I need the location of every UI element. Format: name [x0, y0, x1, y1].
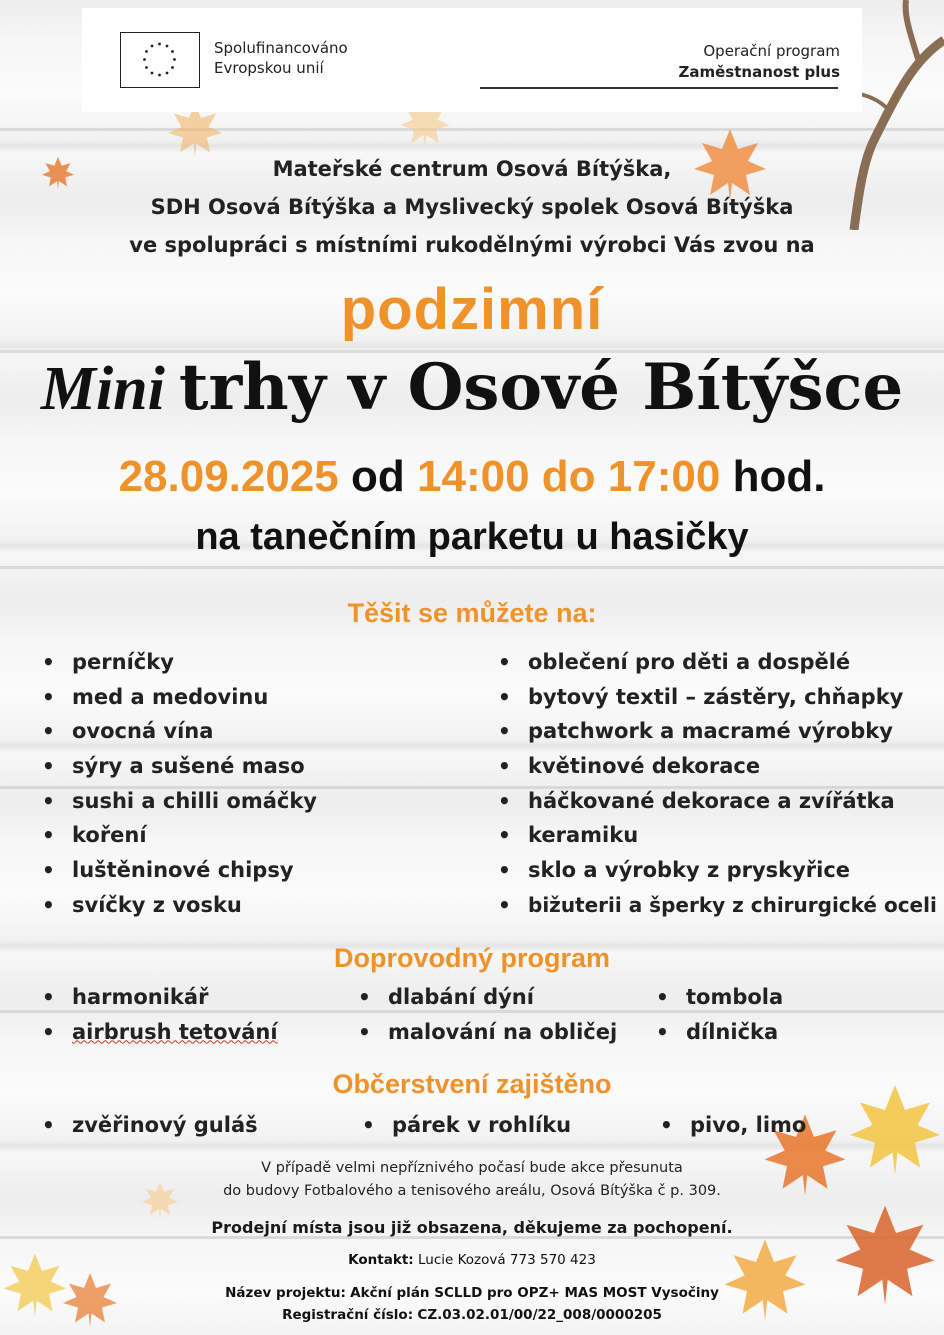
list-item: • dlabání dýní — [358, 980, 617, 1015]
eu-cofunding-banner — [82, 8, 862, 112]
title-mini: Mini — [40, 355, 165, 423]
refresh-col-2 — [362, 1108, 571, 1143]
weather-line-2: do budovy Fotbalového a tenisového areálu, Osová Bítýška č p. 309. — [223, 1183, 721, 1199]
program-col-3 — [656, 980, 783, 1049]
eu-line-2: Evropskou unií — [214, 59, 324, 77]
project-value: Akční plán SCLLD pro OPZ+ MAS MOST Vysočiny — [350, 1285, 719, 1301]
list-item: • bytový textil – zástěry, chňapky — [498, 680, 937, 715]
title-podzimni: podzimní — [340, 277, 604, 342]
list-item: • oblečení pro děti a dospělé — [498, 645, 937, 680]
offer-heading: Těšit se můžete na: — [347, 598, 597, 628]
list-item — [42, 1015, 278, 1050]
refresh-col-1 — [42, 1108, 258, 1143]
plank-line — [0, 566, 944, 569]
program-col-1 — [42, 980, 278, 1049]
refreshments-heading: Občerstvení zajištěno — [332, 1069, 612, 1099]
list-item: • harmonikář — [42, 980, 278, 1015]
list-item: • květinové dekorace — [498, 749, 937, 784]
contact-value: Lucie Kozová 773 570 423 — [417, 1252, 596, 1268]
title-main: trhy v Osové Bítýšce — [178, 350, 904, 425]
intro-line-3: ve spolupráci s místními rukodělnými výrobci Vás zvou na — [129, 233, 815, 257]
eu-line-1: Spolufinancováno — [214, 39, 348, 57]
list-item: • zvěřinový guláš — [42, 1108, 258, 1143]
contact-line — [0, 1249, 944, 1271]
list-item: • patchwork a macramé výrobky — [498, 714, 937, 749]
event-place: na tanečním parketu u hasičky — [195, 516, 749, 558]
event-title — [0, 350, 944, 425]
event-datetime — [0, 452, 944, 502]
op-line-2: Zaměstnanost plus — [678, 63, 840, 81]
list-item: • med a medovinu — [42, 680, 317, 715]
intro-line-2: SDH Osová Bítýška a Myslivecký spolek Osová Bítýška — [150, 195, 794, 219]
project-line — [0, 1282, 944, 1304]
operational-programme-text — [679, 41, 841, 83]
project-label: Název projektu: — [225, 1285, 346, 1301]
refresh-col-3 — [660, 1108, 806, 1143]
end-time: 17:00 — [607, 452, 721, 501]
plank-line — [0, 128, 944, 131]
eu-flag-logo — [120, 32, 200, 88]
list-item: • sushi a chilli omáčky — [42, 784, 317, 819]
offer-list-right — [498, 645, 937, 923]
op-line-1: Operační program — [703, 42, 840, 60]
list-item: • malování na obličej — [358, 1015, 617, 1050]
registration-label: Registrační číslo: — [282, 1307, 414, 1323]
weather-line-1: V případě velmi nepříznivého počasí bude akce přesunuta — [261, 1160, 683, 1176]
start-time: 14:00 — [417, 452, 530, 501]
list-item: • sýry a sušené maso — [42, 749, 317, 784]
hours-word: hod. — [732, 452, 826, 501]
eu-cofunding-text — [214, 38, 348, 78]
program-col-2 — [358, 980, 617, 1049]
contact-label: Kontakt: — [348, 1252, 414, 1268]
registration-value: CZ.03.02.01/00/22_008/0000205 — [417, 1307, 662, 1323]
offer-list-left — [42, 645, 317, 923]
list-item: • perníčky — [42, 645, 317, 680]
sold-out-note: Prodejní místa jsou již obsazena, děkujeme za pochopení. — [211, 1218, 733, 1237]
weather-note — [0, 1157, 944, 1203]
op-divider — [480, 87, 838, 89]
airbrush-text: airbrush tetování — [72, 1019, 278, 1044]
list-item: • ovocná vína — [42, 714, 317, 749]
list-item: • bižuterii a šperky z chirurgické oceli — [498, 888, 937, 923]
list-item: • svíčky z vosku — [42, 888, 317, 923]
from-word: od — [351, 452, 405, 501]
list-item: • párek v rohlíku — [362, 1108, 571, 1143]
program-heading: Doprovodný program — [333, 943, 610, 973]
list-item: • keramiku — [498, 818, 937, 853]
list-item: • pivo, limo — [660, 1108, 806, 1143]
list-item: • koření — [42, 818, 317, 853]
list-item: • sklo a výrobky z pryskyřice — [498, 853, 937, 888]
list-item: • háčkované dekorace a zvířátka — [498, 784, 937, 819]
intro-line-1: Mateřské centrum Osová Bítýška, — [272, 157, 672, 181]
registration-line — [0, 1304, 944, 1326]
organizers-intro — [0, 150, 944, 264]
list-item: • dílnička — [656, 1015, 783, 1050]
event-date: 28.09.2025 — [118, 452, 339, 501]
to-word: do — [541, 452, 596, 501]
list-item: • tombola — [656, 980, 783, 1015]
list-item: • luštěninové chipsy — [42, 853, 317, 888]
